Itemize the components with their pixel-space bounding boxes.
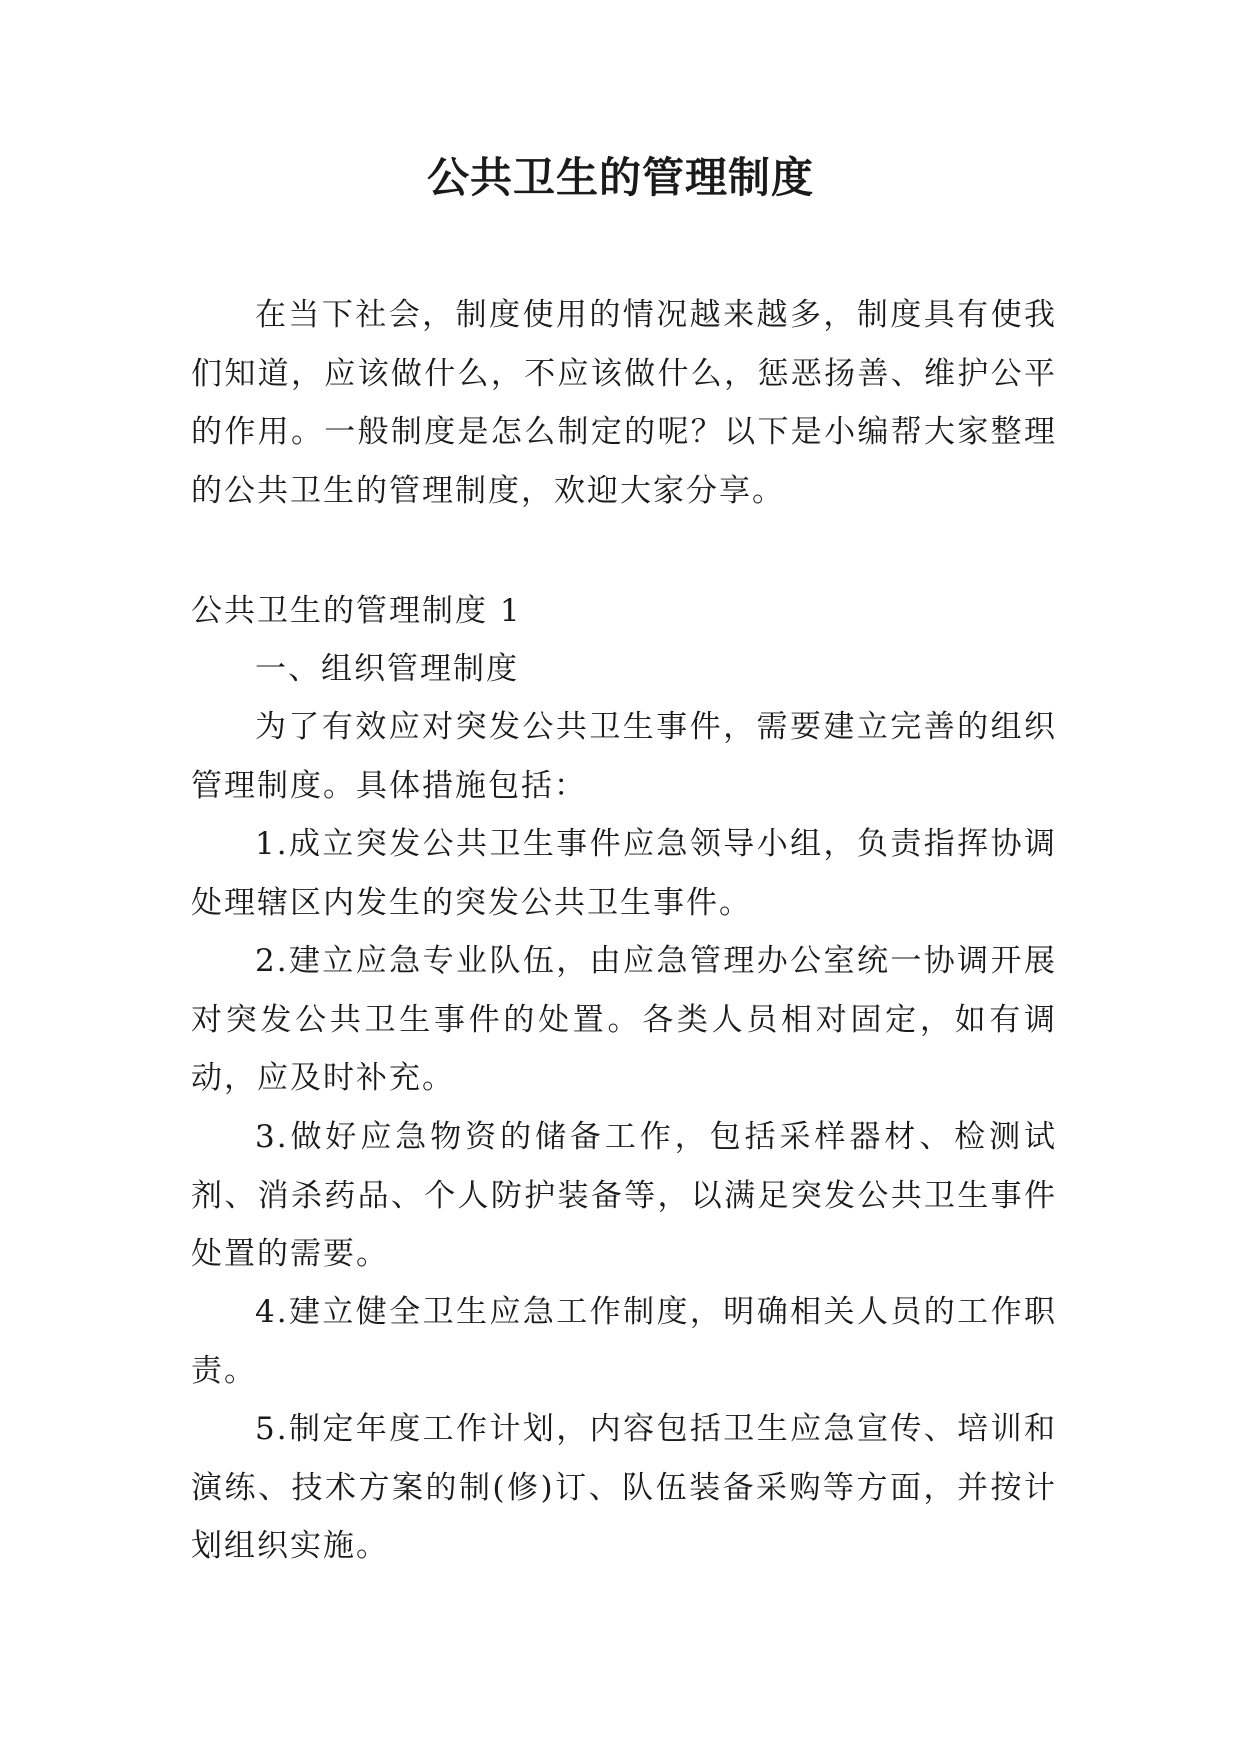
- list-item: 1.成立突发公共卫生事件应急领导小组，负责指挥协调处理辖区内发生的突发公共卫生事件。: [191, 826, 1057, 921]
- list-item: 4.建立健全卫生应急工作制度，明确相关人员的工作职责。: [191, 1294, 1057, 1389]
- document-title: 公共卫生的管理制度: [426, 153, 814, 202]
- list-item: 2.建立应急专业队伍，由应急管理办公室统一协调开展对突发公共卫生事件的处置。各类人员相对固定，如有调动，应及时补充。: [191, 943, 1057, 1096]
- body-paragraph: 为了有效应对突发公共卫生事件，需要建立完善的组织管理制度。具体措施包括：: [191, 709, 1057, 804]
- list-item: 5.制定年度工作计划，内容包括卫生应急宣传、培训和演练、技术方案的制(修)订、队伍装备采购等方面，并按计划组织实施。: [191, 1411, 1057, 1564]
- list-item: 3.做好应急物资的储备工作，包括采样器材、检测试剂、消杀药品、个人防护装备等，以满足突发公共卫生事件处置的需要。: [191, 1119, 1057, 1272]
- section-title: 公共卫生的管理制度 1: [191, 593, 522, 629]
- intro-paragraph: 在当下社会，制度使用的情况越来越多，制度具有使我们知道，应该做什么，不应该做什么，惩恶扬善、维护公平的作用。一般制度是怎么制定的呢？以下是小编帮大家整理的公共卫生的管理制度，欢迎大家分享。: [191, 297, 1057, 509]
- sub-heading: 一、组织管理制度: [255, 651, 519, 687]
